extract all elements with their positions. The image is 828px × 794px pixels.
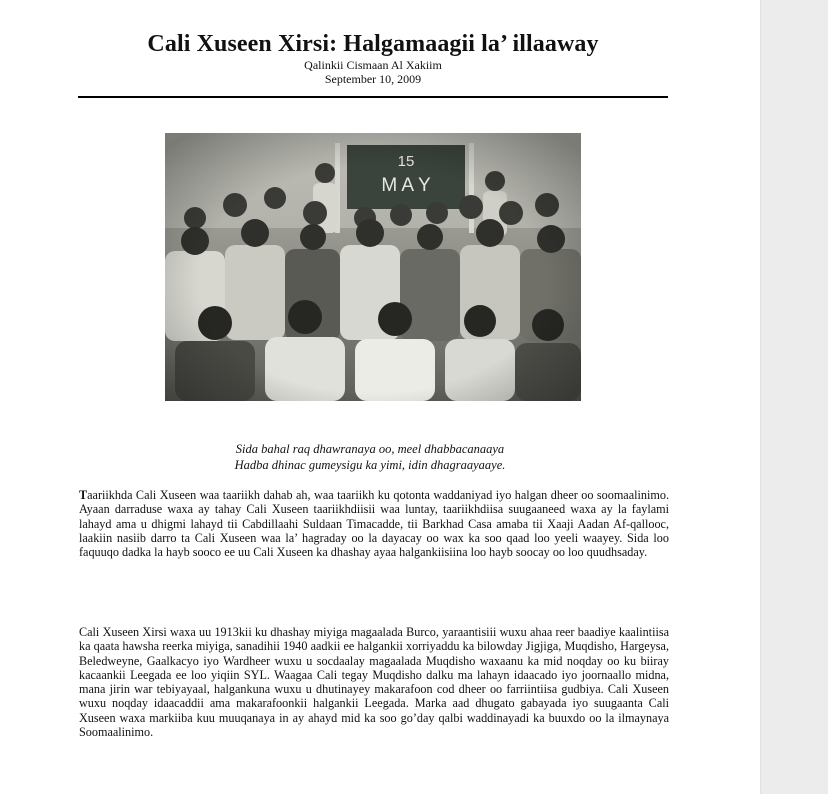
caption-line-1: Sida bahal raq dhawranaya oo, meel dhabbacanaaya [235, 442, 505, 456]
paragraph-2: Cali Xuseen Xirsi waxa uu 1913kii ku dhashay miyiga magaalada Burco, yaraantisiii wuxu ahaa reer baadiye kaalintiisa ka qaata hawsha reerka miyiga, sanadihii 1940 aadkii ee halgankii xorriyaddu ka bilowday Jigjiga, Muqdisho, Hargeysa, Beledweyne, Gaalkacyo iyo Wardheer wuxu u socdaalay magaalada Muqdisho waxaanu ka mid noqday oo ku biiray kacaankii Leegada ee loo yiqiin SYL. Waagaa Cali tegay Muqdisho dalku ma lahayn idaacado iyo joornaallo midna, mana jirin war tebiyayaal, halgankuna wuxu u dhutinayey makarafoon cod dheer oo farriintiisa gudbiya. Cali Xuseen wuxu noqday idaacaddii ama makarafoonkii halgankii Leegada. Marka aad dhugato gabayada iyo suugaanta Cali Xuseen waxa markiiba kuu muuqanaya in ay ahayd mid ka soo go’day qalbi waddinayadi ka buuxdo oo la ilmaynaya Soomaalinimo. [79, 625, 669, 740]
document-date: September 10, 2009 [324, 72, 422, 86]
paragraph-1-text: aariikhda Cali Xuseen waa taariikh dahab ah, waa taariikh ku qotonta waddaniyad iyo halgan dheer oo soomaalinimo. Ayaan darraduse waxa ay tahay Cali Xuseen taariikhdiisii waa luntay, taariikhdiisa suugaaneed waxa ay la faylami lahayd ama u dhigmi lahayd tii Cabdillaahi Suldaan Timacadde, tii Barkhad Casa amaba tii Xaaji Aadan Af-qallooc, laakiin nasiib darro ta Cali Xuseen waa la’ hagraday oo la dayacay oo wax ka soo qaad loo yeeli waayey. Sida loo faquuqo dadka la hayb sooco ee uu Cali Xuseen ka dhashay ayaa halgankiisiina loo hayb soocay oo loo quudhsaday. [79, 488, 669, 560]
document-header [78, 30, 668, 86]
paragraph-1-initial: T [79, 488, 88, 502]
document-author: Qalinkii Cismaan Al Xakiim [304, 58, 442, 72]
group-photo [165, 133, 581, 401]
paragraph-1 [79, 488, 669, 559]
header-divider [78, 96, 668, 98]
caption-line-2: Hadba dhinac gumeysigu ka yimi, idin dhagraayaaye. [234, 458, 506, 472]
photo-caption [120, 441, 620, 473]
viewer-side-panel [760, 0, 828, 794]
document-title: Cali Xuseen Xirsi: Halgamaagii la’ illaaway [147, 31, 599, 57]
